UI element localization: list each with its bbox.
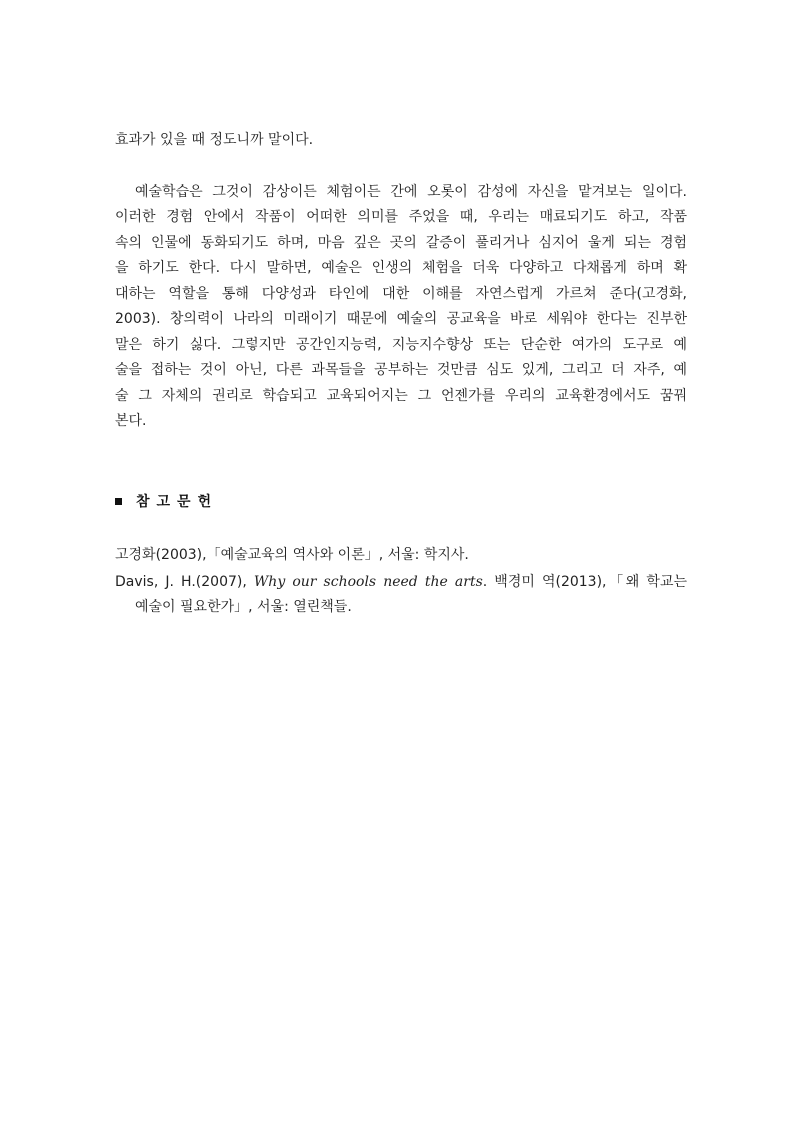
reference-entry-continuation: 예술이 필요한가」, 서울: 열린책들. (135, 599, 352, 615)
reference-title: Why our schools need the arts (253, 574, 483, 590)
paragraph-line: 2003). 창의력이 나라의 미래이기 때문에 예술의 공교육을 바로 세워야 한다는 진부한 (115, 311, 687, 327)
reference-translation: . 백경미 역(2013),「왜 학교는 (482, 574, 687, 590)
paragraph-line: 을 하기도 한다. 다시 말하면, 예술은 인생의 체험을 더욱 다양하고 다채롭게 하며 확 (115, 260, 687, 276)
references-heading-text: 참고문헌 (136, 494, 219, 510)
paragraph-line: 속의 인물에 동화되기도 하며, 마음 깊은 곳의 갈증이 풀리거나 심지어 울게 되는 경험 (115, 235, 687, 251)
paragraph-line: 예술학습은 그것이 감상이든 체험이든 간에 오롯이 감성에 자신을 맡겨보는 일이다. (135, 184, 687, 200)
paragraph-line: 효과가 있을 때 정도니까 말이다. (115, 132, 314, 148)
references-heading (115, 490, 218, 512)
paragraph-line: 말은 하기 싫다. 그렇지만 공간인지능력, 지능지수향상 또는 단순한 여가의 도구로 예 (115, 337, 687, 353)
reference-entry (115, 572, 687, 592)
paragraph-line: 술 그 자체의 권리로 학습되고 교육되어지는 그 언젠가를 우리의 교육환경에서도 꿈꿔 (115, 388, 687, 404)
reference-authors: Davis, J. H.(2007), (115, 574, 254, 590)
reference-entry: 고경화(2003),「예술교육의 역사와 이론」, 서울: 학지사. (115, 547, 469, 563)
paragraph-line: 이러한 경험 안에서 작품이 어떠한 의미를 주었을 때, 우리는 매료되기도 하고, 작품 (115, 209, 687, 225)
paragraph-line: 술을 접하는 것이 아닌, 다른 과목들을 공부하는 것만큼 심도 있게, 그리고 더 자주, 예 (115, 362, 687, 378)
paragraph-line: 대하는 역할을 통해 다양성과 타인에 대한 이해를 자연스럽게 가르쳐 준다(고경화, (115, 286, 687, 302)
square-bullet-icon (115, 498, 122, 505)
paragraph-line: 본다. (115, 413, 147, 429)
